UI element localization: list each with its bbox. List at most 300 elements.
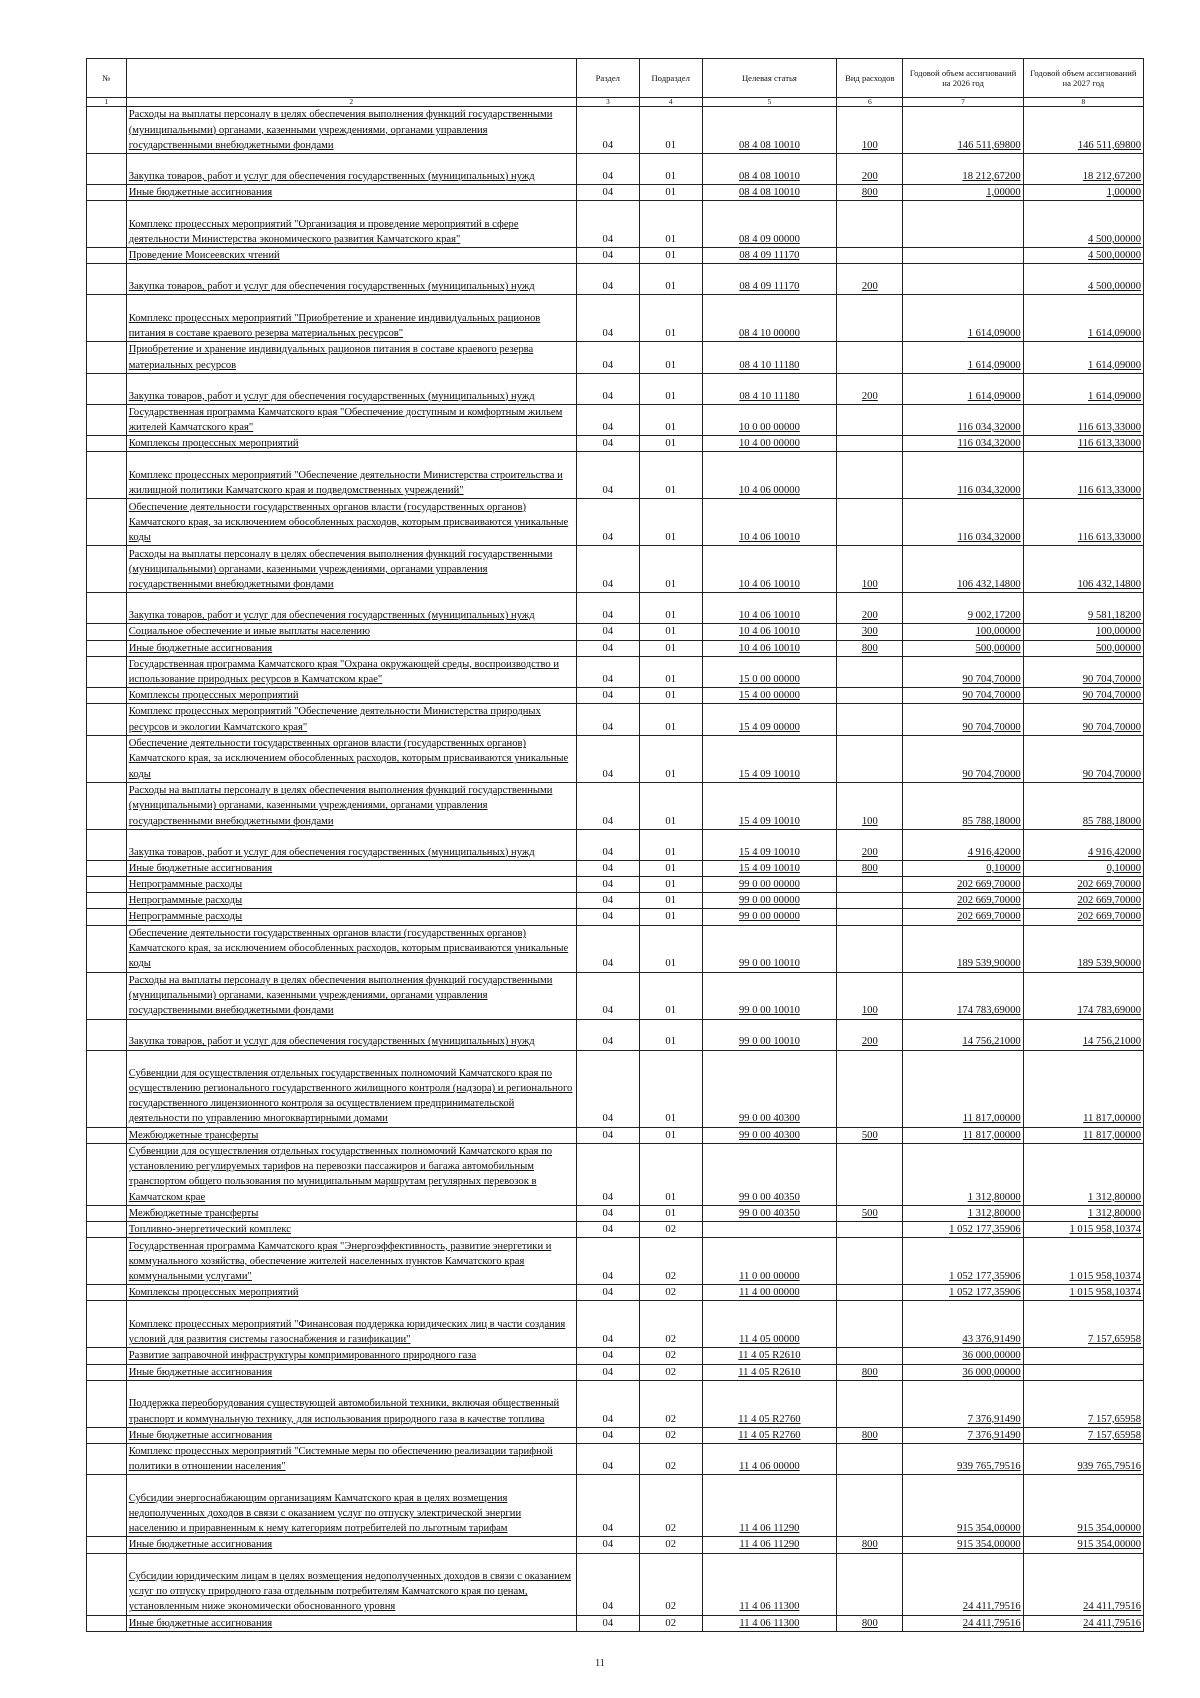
- target-article-cell: [702, 1019, 837, 1050]
- table-row: [87, 1537, 1144, 1553]
- expense-type-cell: [837, 1615, 903, 1631]
- expense-name-text: Комплексы процессных мероприятий: [128, 1287, 299, 1299]
- section-text: 04: [602, 642, 614, 654]
- target-article-cell: [702, 735, 837, 782]
- expense-type-cell: [837, 1475, 903, 1537]
- subsection-cell: [639, 640, 702, 656]
- target-article-text: 08 4 10 11180: [739, 390, 800, 402]
- amount-2026-cell: [903, 593, 1023, 624]
- section-cell: [576, 829, 639, 860]
- expense-name-cell: [126, 1222, 576, 1238]
- expense-type-text: 100: [861, 815, 878, 827]
- amount-2026-text: 7 376,91490: [967, 1429, 1021, 1441]
- amount-2026-text: 85 788,18000: [962, 815, 1021, 827]
- section-cell: [576, 373, 639, 404]
- table-row: [87, 373, 1144, 404]
- subsection-cell: [639, 1364, 702, 1380]
- subsection-text: 01: [665, 187, 676, 198]
- target-article-text: 08 4 10 11180: [739, 359, 800, 371]
- amount-2027-text: 85 788,18000: [1082, 815, 1141, 827]
- section-cell: [576, 404, 639, 435]
- subsection-cell: [639, 860, 702, 876]
- table-row: [87, 1364, 1144, 1380]
- amount-2026-cell: [903, 704, 1023, 735]
- column-number: 3: [576, 98, 639, 107]
- subsection-text: 01: [665, 626, 676, 638]
- expense-type-cell: [837, 373, 903, 404]
- expense-name-cell: [126, 201, 576, 248]
- row-number-cell: [87, 264, 127, 295]
- subsection-text: 01: [665, 390, 676, 402]
- target-article-cell: [702, 972, 837, 1019]
- amount-2027-cell: [1023, 1019, 1143, 1050]
- target-article-cell: [702, 1238, 837, 1285]
- subsection-cell: [639, 201, 702, 248]
- expense-name-cell: [126, 1301, 576, 1348]
- expense-type-cell: [837, 1301, 903, 1348]
- expense-name-text: Субвенции для осуществления отдельных государственных полномочий Камчатского края по установлению регулируемых тарифов на перевозки пассажиров и багажа автомобильным транспортом общего пользования по муниципальным маршрутам регулярных перевозок в Камчатском крае: [128, 1146, 553, 1203]
- amount-2027-text: 90 704,70000: [1082, 674, 1141, 686]
- section-cell: [576, 1019, 639, 1050]
- row-number-cell: [87, 1615, 127, 1631]
- subsection-cell: [639, 735, 702, 782]
- subsection-text: 01: [665, 768, 676, 780]
- row-number-cell: [87, 877, 127, 893]
- amount-2026-cell: [903, 1475, 1023, 1537]
- subsection-cell: [639, 1427, 702, 1443]
- amount-2027-cell: [1023, 499, 1143, 546]
- amount-2026-text: 90 704,70000: [962, 721, 1021, 733]
- target-article-text: 11 4 05 R2760: [738, 1413, 801, 1425]
- amount-2026-text: 1,00000: [986, 187, 1021, 198]
- expense-name-cell: [126, 704, 576, 735]
- subsection-text: 01: [665, 862, 676, 874]
- table-row: [87, 782, 1144, 829]
- amount-2027-text: 1 312,80000: [1088, 1191, 1141, 1203]
- amount-2026-cell: [903, 185, 1023, 201]
- amount-2027-cell: [1023, 154, 1143, 185]
- section-text: 04: [602, 250, 614, 262]
- expense-name-cell: [126, 593, 576, 624]
- section-cell: [576, 1050, 639, 1127]
- expense-name-text: Расходы на выплаты персоналу в целях обеспечения выполнения функций государственными (муниципальными) органами, казенными учреждениями, органами управления государственными внебюджетными фондами: [128, 109, 553, 151]
- expense-name-text: Обеспечение деятельности государственных органов власти (государственных органов) Камчатского края, за исключением обособленных расходов, которым присваиваются уникальные коды: [128, 501, 569, 544]
- expense-type-cell: [837, 1143, 903, 1205]
- budget-table: [86, 58, 1144, 1632]
- expense-type-cell: [837, 1380, 903, 1427]
- row-number-cell: [87, 1444, 127, 1475]
- subsection-cell: [639, 499, 702, 546]
- expense-type-cell: [837, 640, 903, 656]
- subsection-text: 01: [665, 610, 676, 622]
- table-row: [87, 452, 1144, 499]
- expense-type-cell: [837, 1127, 903, 1143]
- amount-2026-cell: [903, 909, 1023, 925]
- target-article-text: 11 4 06 11290: [739, 1523, 800, 1535]
- amount-2026-cell: [903, 1444, 1023, 1475]
- section-cell: [576, 1427, 639, 1443]
- section-cell: [576, 782, 639, 829]
- expense-name-text: Иные бюджетные ассигнования: [128, 187, 273, 198]
- subsection-text: 01: [665, 139, 676, 151]
- subsection-text: 02: [665, 1429, 676, 1441]
- section-text: 04: [602, 1207, 614, 1219]
- amount-2027-text: 4 500,00000: [1088, 281, 1141, 293]
- expense-name-cell: [126, 925, 576, 972]
- subsection-text: 02: [665, 1350, 676, 1362]
- target-article-cell: [702, 1615, 837, 1631]
- subsection-cell: [639, 404, 702, 435]
- expense-name-cell: [126, 452, 576, 499]
- target-article-cell: [702, 1475, 837, 1537]
- target-article-text: 11 4 05 R2610: [738, 1366, 801, 1378]
- amount-2027-cell: [1023, 972, 1143, 1019]
- expense-type-text: 100: [861, 1005, 878, 1017]
- amount-2026-text: 11 817,00000: [962, 1113, 1021, 1125]
- expense-name-cell: [126, 1050, 576, 1127]
- expense-name-text: Комплексы процессных мероприятий: [128, 438, 299, 450]
- target-article-text: 11 0 00 00000: [739, 1271, 800, 1283]
- amount-2026-text: 1 614,09000: [967, 390, 1021, 402]
- subsection-cell: [639, 1050, 702, 1127]
- section-text: 04: [602, 438, 614, 450]
- expense-name-cell: [126, 546, 576, 593]
- amount-2026-cell: [903, 1427, 1023, 1443]
- subsection-text: 01: [665, 911, 676, 923]
- column-number: 7: [903, 98, 1023, 107]
- row-number-cell: [87, 201, 127, 248]
- target-article-text: 08 4 08 10010: [738, 170, 800, 182]
- subsection-text: 01: [665, 1191, 676, 1203]
- section-text: 04: [602, 1036, 614, 1048]
- target-article-cell: [702, 656, 837, 687]
- table-row: [87, 1301, 1144, 1348]
- expense-name-cell: [126, 972, 576, 1019]
- section-cell: [576, 1380, 639, 1427]
- table-row: [87, 1475, 1144, 1537]
- subsection-text: 01: [665, 250, 676, 262]
- amount-2027-cell: [1023, 264, 1143, 295]
- amount-2027-text: 1 614,09000: [1088, 328, 1141, 340]
- row-number-cell: [87, 1475, 127, 1537]
- expense-type-text: 200: [861, 1036, 878, 1048]
- row-number-cell: [87, 640, 127, 656]
- row-number-cell: [87, 1050, 127, 1127]
- row-number-cell: [87, 452, 127, 499]
- amount-2027-cell: [1023, 546, 1143, 593]
- amount-2026-cell: [903, 829, 1023, 860]
- target-article-text: 99 0 00 00000: [738, 895, 800, 907]
- section-cell: [576, 704, 639, 735]
- target-article-cell: [702, 1127, 837, 1143]
- target-article-text: 08 4 08 10010: [738, 187, 800, 198]
- subsection-cell: [639, 972, 702, 1019]
- amount-2027-cell: [1023, 1380, 1143, 1427]
- header-section: Раздел: [576, 59, 639, 98]
- expense-name-cell: [126, 1380, 576, 1427]
- expense-type-text: 800: [861, 1539, 878, 1551]
- subsection-cell: [639, 782, 702, 829]
- subsection-cell: [639, 1537, 702, 1553]
- amount-2026-text: 116 034,32000: [957, 532, 1021, 544]
- table-row: [87, 342, 1144, 373]
- column-number: 8: [1023, 98, 1143, 107]
- subsection-text: 01: [665, 234, 676, 245]
- row-number-cell: [87, 1127, 127, 1143]
- amount-2026-text: 915 354,00000: [957, 1539, 1021, 1551]
- expense-type-text: 300: [861, 626, 878, 638]
- amount-2027-text: 174 783,69000: [1077, 1005, 1141, 1017]
- section-text: 04: [602, 1366, 614, 1378]
- amount-2027-text: 11 817,00000: [1083, 1113, 1141, 1125]
- amount-2027-cell: [1023, 185, 1143, 201]
- target-article-text: 08 4 09 11170: [739, 250, 800, 262]
- target-article-text: 08 4 10 00000: [738, 328, 800, 340]
- expense-name-cell: [126, 909, 576, 925]
- table-row: [87, 1019, 1144, 1050]
- amount-2026-cell: [903, 1127, 1023, 1143]
- amount-2027-cell: [1023, 688, 1143, 704]
- expense-type-text: 500: [861, 1207, 878, 1219]
- amount-2026-text: 11 817,00000: [962, 1129, 1021, 1141]
- target-article-text: 15 0 00 00000: [738, 674, 800, 686]
- amount-2026-text: 116 034,32000: [957, 485, 1021, 497]
- header-volume-2027: Годовой объем ассигнований на 2027 год: [1023, 59, 1143, 98]
- table-body: [87, 107, 1144, 1632]
- expense-name-text: Проведение Моисеевских чтений: [128, 250, 280, 262]
- row-number-cell: [87, 782, 127, 829]
- target-article-text: 15 4 09 10010: [738, 846, 800, 858]
- row-number-cell: [87, 185, 127, 201]
- section-text: 04: [602, 1413, 614, 1425]
- table-row: [87, 735, 1144, 782]
- amount-2027-text: 4 500,00000: [1088, 234, 1141, 245]
- row-number-cell: [87, 107, 127, 154]
- expense-name-text: Закупка товаров, работ и услуг для обеспечения государственных (муниципальных) нужд: [128, 846, 535, 858]
- table-row: [87, 185, 1144, 201]
- section-cell: [576, 295, 639, 342]
- amount-2026-text: 1 052 177,35906: [949, 1224, 1021, 1236]
- expense-type-cell: [837, 404, 903, 435]
- row-number-cell: [87, 1222, 127, 1238]
- subsection-text: 01: [665, 359, 676, 371]
- amount-2027-cell: [1023, 404, 1143, 435]
- amount-2027-text: 116 613,33000: [1077, 438, 1141, 450]
- target-article-cell: [702, 1553, 837, 1615]
- section-cell: [576, 972, 639, 1019]
- target-article-cell: [702, 860, 837, 876]
- expense-name-cell: [126, 154, 576, 185]
- target-article-text: 11 4 06 11290: [739, 1539, 800, 1551]
- amount-2026-text: 36 000,00000: [962, 1366, 1021, 1378]
- subsection-cell: [639, 436, 702, 452]
- amount-2026-cell: [903, 546, 1023, 593]
- expense-type-cell: [837, 248, 903, 264]
- amount-2026-text: 36 000,00000: [962, 1350, 1021, 1362]
- subsection-text: 01: [665, 674, 676, 686]
- section-cell: [576, 546, 639, 593]
- expense-type-cell: [837, 1427, 903, 1443]
- expense-name-cell: [126, 436, 576, 452]
- section-text: 04: [602, 1005, 614, 1017]
- amount-2027-text: 90 704,70000: [1082, 768, 1141, 780]
- subsection-text: 01: [665, 879, 676, 891]
- amount-2027-cell: [1023, 909, 1143, 925]
- subsection-text: 01: [665, 690, 676, 702]
- row-number-cell: [87, 1238, 127, 1285]
- section-text: 04: [602, 187, 614, 198]
- expense-type-cell: [837, 342, 903, 373]
- amount-2026-text: 1 614,09000: [967, 328, 1021, 340]
- subsection-cell: [639, 1348, 702, 1364]
- subsection-text: 02: [665, 1334, 676, 1346]
- expense-type-cell: [837, 893, 903, 909]
- expense-type-cell: [837, 624, 903, 640]
- expense-type-cell: [837, 925, 903, 972]
- amount-2026-text: 43 376,91490: [962, 1334, 1021, 1346]
- target-article-cell: [702, 1205, 837, 1221]
- amount-2026-text: 939 765,79516: [957, 1461, 1021, 1473]
- table-row: [87, 107, 1144, 154]
- table-row: [87, 499, 1144, 546]
- expense-name-text: Топливно-энергетический комплекс: [128, 1224, 292, 1236]
- table-row: [87, 295, 1144, 342]
- expense-name-cell: [126, 893, 576, 909]
- expense-type-cell: [837, 499, 903, 546]
- target-article-cell: [702, 640, 837, 656]
- subsection-cell: [639, 248, 702, 264]
- row-number-cell: [87, 436, 127, 452]
- table-row: [87, 1050, 1144, 1127]
- column-number: 2: [126, 98, 576, 107]
- amount-2027-cell: [1023, 1444, 1143, 1475]
- amount-2027-text: 9 581,18200: [1088, 610, 1141, 622]
- expense-name-cell: [126, 1348, 576, 1364]
- target-article-text: 99 0 00 10010: [738, 1036, 800, 1048]
- expense-type-text: 100: [861, 579, 878, 591]
- expense-name-cell: [126, 1019, 576, 1050]
- amount-2026-cell: [903, 373, 1023, 404]
- target-article-cell: [702, 925, 837, 972]
- expense-name-text: Субвенции для осуществления отдельных государственных полномочий Камчатского края по осуществлению регионального государственного жилищного контроля (надзора) и регионального государственного лицензионного контроля за осуществлением предпринимательской деятельности по управлению многоквартирными домами: [128, 1067, 573, 1125]
- expense-type-cell: [837, 593, 903, 624]
- subsection-text: 02: [665, 1287, 676, 1299]
- expense-type-text: 200: [861, 390, 878, 402]
- target-article-text: 11 4 05 R2760: [738, 1429, 801, 1441]
- section-cell: [576, 1537, 639, 1553]
- amount-2027-cell: [1023, 893, 1143, 909]
- amount-2026-cell: [903, 782, 1023, 829]
- section-text: 04: [602, 674, 614, 686]
- amount-2027-cell: [1023, 1222, 1143, 1238]
- amount-2026-cell: [903, 1205, 1023, 1221]
- table-row: [87, 1444, 1144, 1475]
- row-number-cell: [87, 1019, 127, 1050]
- expense-type-cell: [837, 829, 903, 860]
- subsection-text: 01: [665, 1005, 676, 1017]
- target-article-text: 08 4 09 00000: [738, 234, 800, 245]
- table-row: [87, 893, 1144, 909]
- column-number: 6: [837, 98, 903, 107]
- expense-name-cell: [126, 1143, 576, 1205]
- row-number-cell: [87, 1553, 127, 1615]
- expense-name-text: Развитие заправочной инфраструктуры компримированного природного газа: [128, 1350, 477, 1362]
- section-text: 04: [602, 328, 614, 340]
- target-article-cell: [702, 782, 837, 829]
- amount-2026-cell: [903, 1143, 1023, 1205]
- section-text: 04: [602, 1334, 614, 1346]
- expense-name-cell: [126, 656, 576, 687]
- expense-type-cell: [837, 107, 903, 154]
- amount-2027-text: 1 614,09000: [1088, 359, 1141, 371]
- target-article-text: 11 4 06 00000: [739, 1461, 800, 1473]
- target-article-text: 99 0 00 40350: [738, 1207, 800, 1219]
- amount-2026-cell: [903, 264, 1023, 295]
- target-article-text: 15 4 09 10010: [738, 815, 800, 827]
- amount-2026-text: 116 034,32000: [957, 422, 1021, 434]
- table-row: [87, 248, 1144, 264]
- target-article-text: 10 0 00 00000: [738, 422, 800, 434]
- subsection-cell: [639, 909, 702, 925]
- row-number-cell: [87, 248, 127, 264]
- expense-name-cell: [126, 688, 576, 704]
- amount-2026-cell: [903, 404, 1023, 435]
- section-text: 04: [602, 1271, 614, 1283]
- subsection-text: 01: [665, 328, 676, 340]
- amount-2027-cell: [1023, 1205, 1143, 1221]
- section-text: 04: [602, 879, 614, 891]
- amount-2027-cell: [1023, 107, 1143, 154]
- section-text: 04: [602, 1539, 614, 1551]
- column-number: 5: [702, 98, 837, 107]
- target-article-text: 99 0 00 10010: [738, 958, 800, 970]
- expense-type-cell: [837, 452, 903, 499]
- section-cell: [576, 499, 639, 546]
- section-cell: [576, 624, 639, 640]
- expense-name-cell: [126, 782, 576, 829]
- target-article-text: 11 4 06 11300: [739, 1617, 800, 1629]
- amount-2026-cell: [903, 1285, 1023, 1301]
- section-text: 04: [602, 1287, 614, 1299]
- amount-2027-cell: [1023, 1427, 1143, 1443]
- table-row: [87, 860, 1144, 876]
- column-number-row: [87, 98, 1144, 107]
- section-text: 04: [602, 532, 614, 544]
- amount-2026-cell: [903, 295, 1023, 342]
- expense-type-cell: [837, 1348, 903, 1364]
- expense-type-cell: [837, 656, 903, 687]
- expense-type-text: 800: [861, 1617, 878, 1629]
- section-cell: [576, 1615, 639, 1631]
- amount-2027-cell: [1023, 656, 1143, 687]
- amount-2026-text: 1 614,09000: [967, 359, 1021, 371]
- expense-type-cell: [837, 436, 903, 452]
- amount-2027-text: 4 916,42000: [1088, 846, 1141, 858]
- expense-name-text: Межбюджетные трансферты: [128, 1129, 259, 1141]
- expense-name-text: Иные бюджетные ассигнования: [128, 862, 273, 874]
- expense-name-text: Комплекс процессных мероприятий "Системные меры по обеспечению реализации тарифной политики в отношении населения": [128, 1446, 553, 1473]
- amount-2027-text: 7 157,65958: [1088, 1413, 1141, 1425]
- expense-name-cell: [126, 404, 576, 435]
- amount-2027-cell: [1023, 373, 1143, 404]
- amount-2027-cell: [1023, 1143, 1143, 1205]
- expense-name-cell: [126, 1127, 576, 1143]
- expense-name-cell: [126, 877, 576, 893]
- subsection-cell: [639, 264, 702, 295]
- expense-name-text: Поддержка переоборудования существующей автомобильной техники, включая общественный транспорт и коммунальную технику, для использования природного газа в качестве топлива: [128, 1398, 560, 1425]
- amount-2026-cell: [903, 1615, 1023, 1631]
- subsection-cell: [639, 656, 702, 687]
